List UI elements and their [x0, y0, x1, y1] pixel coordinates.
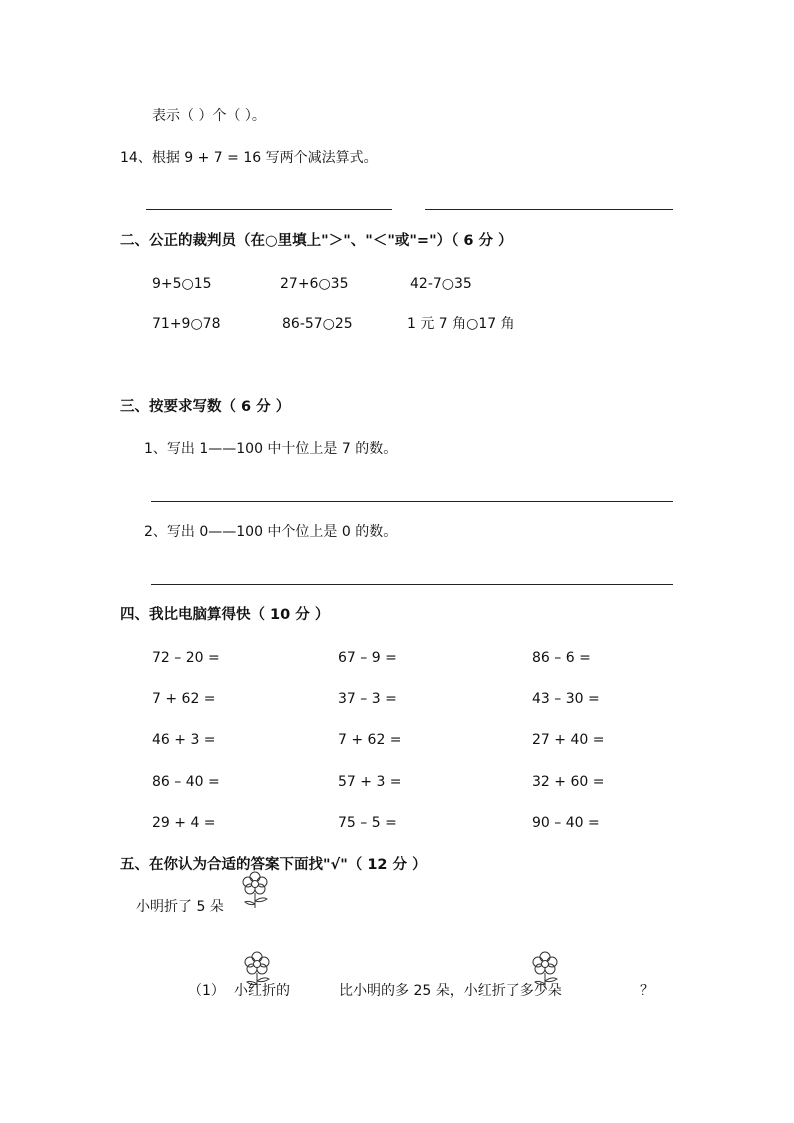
question-mark: ？: [640, 983, 654, 999]
arithmetic-item: 46 + 3 =: [152, 732, 216, 748]
section-heading: 四、我比电脑算得快（ 10 分 ）: [120, 607, 330, 623]
question-text: 小红折的: [234, 983, 290, 999]
compare-item: 9+5○15: [152, 276, 212, 292]
intro-text: 小明折了 5 朵: [136, 899, 224, 915]
q14-prompt: 14、根据 9 + 7 = 16 写两个减法算式。: [120, 150, 378, 166]
question-text: 比小明的多 25 朵，小红折了多少朵: [339, 983, 562, 999]
arithmetic-item: 7 + 62 =: [338, 732, 402, 748]
q13-tail: 表示（ ）个（ ）。: [152, 108, 266, 124]
answer-line[interactable]: [425, 209, 673, 210]
compare-item: 71+9○78: [152, 316, 221, 332]
answer-line[interactable]: [151, 584, 673, 585]
section-heading: 三、按要求写数（ 6 分 ）: [120, 399, 291, 415]
answer-line[interactable]: [146, 209, 392, 210]
compare-item: 86-57○25: [282, 316, 353, 332]
arithmetic-item: 43 – 30 =: [532, 691, 600, 707]
arithmetic-item: 7 + 62 =: [152, 691, 216, 707]
arithmetic-item: 57 + 3 =: [338, 774, 402, 790]
arithmetic-item: 37 – 3 =: [338, 691, 397, 707]
question-prompt: 1、写出 1——100 中十位上是 7 的数。: [144, 441, 398, 457]
arithmetic-item: 72 – 20 =: [152, 650, 220, 666]
flower-icon: [530, 950, 560, 990]
arithmetic-item: 29 + 4 =: [152, 815, 216, 831]
compare-item: 42-7○35: [410, 276, 472, 292]
arithmetic-item: 90 – 40 =: [532, 815, 600, 831]
compare-item: 27+6○35: [280, 276, 349, 292]
section-heading: 五、在你认为合适的答案下面找"√"（ 12 分 ）: [120, 857, 427, 873]
arithmetic-item: 32 + 60 =: [532, 774, 605, 790]
flower-icon: [240, 870, 270, 910]
arithmetic-item: 67 – 9 =: [338, 650, 397, 666]
arithmetic-item: 86 – 40 =: [152, 774, 220, 790]
answer-line[interactable]: [151, 501, 673, 502]
arithmetic-item: 86 – 6 =: [532, 650, 591, 666]
arithmetic-item: 27 + 40 =: [532, 732, 605, 748]
question-prompt: 2、写出 0——100 中个位上是 0 的数。: [144, 524, 398, 540]
compare-item: 1 元 7 角○17 角: [407, 316, 515, 332]
section-heading: 二、公正的裁判员（在○里填上"＞"、"＜"或"="）（ 6 分 ）: [120, 233, 513, 249]
question-number: （1）: [188, 983, 225, 999]
arithmetic-item: 75 – 5 =: [338, 815, 397, 831]
